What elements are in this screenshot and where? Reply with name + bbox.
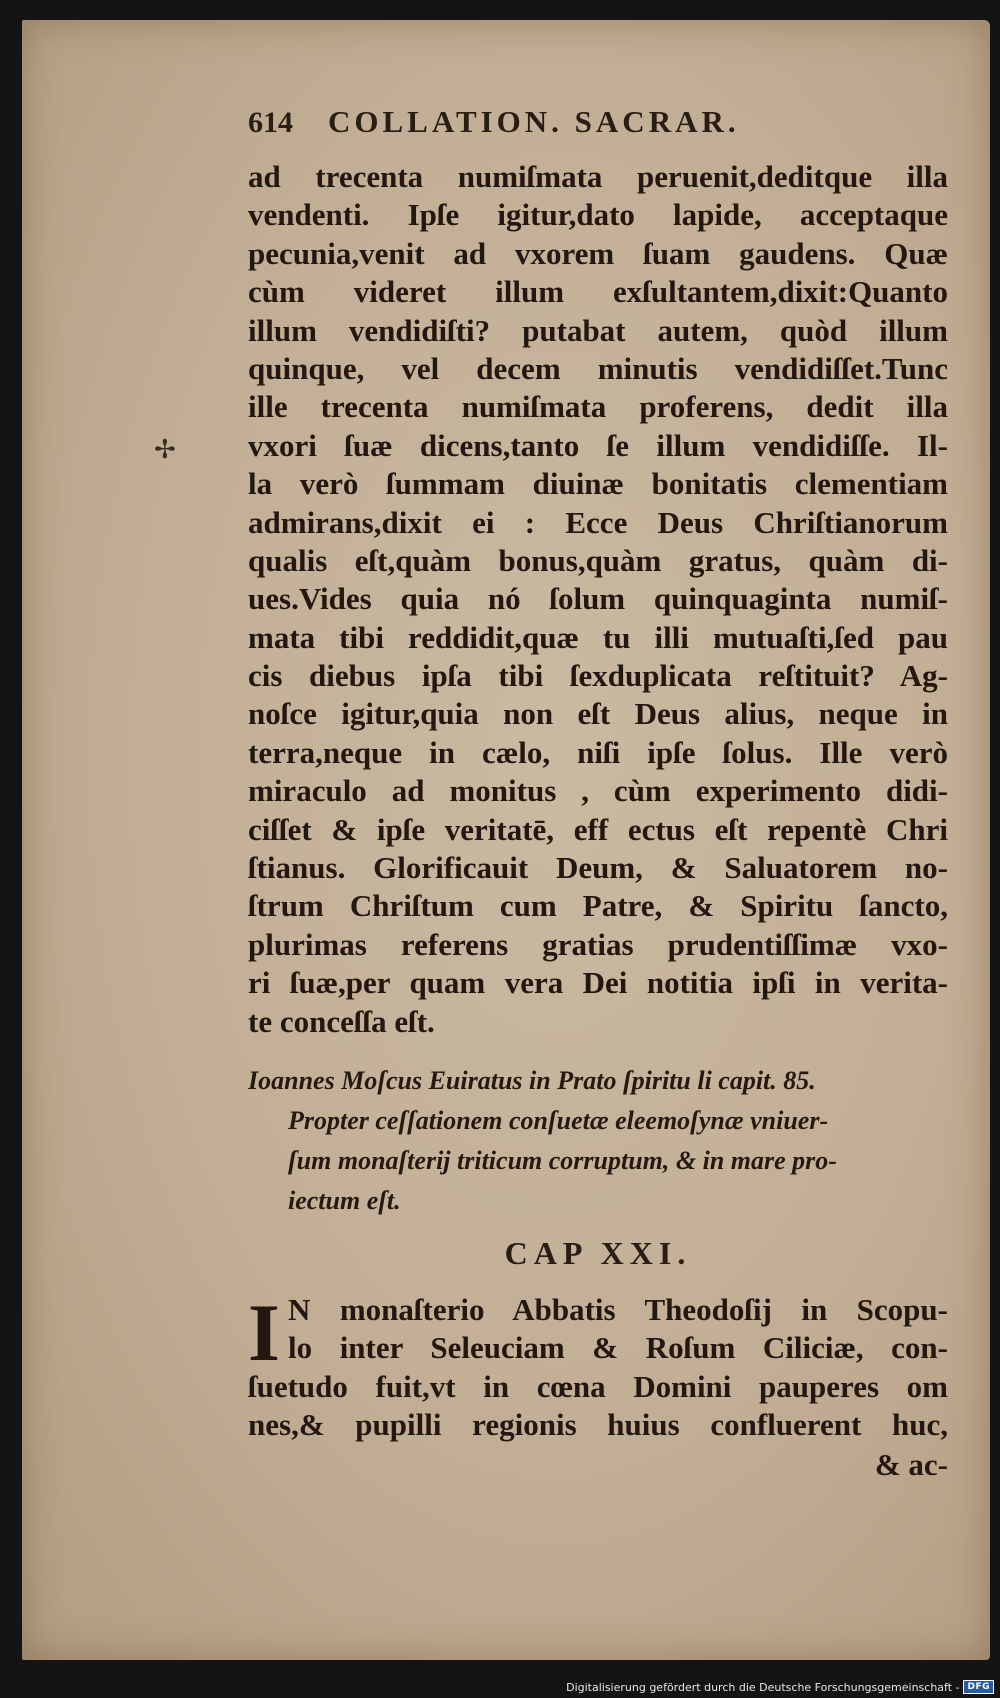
- body-text: [248, 158, 988, 1041]
- body-line: noſce igitur,quia non eſt Deus alius, neque in: [248, 696, 948, 732]
- body-line: ſtrum Chriſtum cum Patre, & Spiritu ſancto,: [248, 888, 948, 924]
- body-line: vxori ſuæ dicens,tanto ſe illum vendidiſſe. Il-: [248, 427, 948, 463]
- body-line: cis diebus ipſa tibi ſexduplicata reſtituit? Ag-: [248, 658, 948, 694]
- body-line: ri ſuæ,per quam vera Dei notitia ipſi in verita-: [248, 965, 948, 1001]
- body-line: la verò ſummam diuinæ bonitatis clementiam: [248, 466, 948, 502]
- body-line: mata tibi reddidit,quæ tu illi mutuaſti,ſed pau: [248, 619, 948, 655]
- digitization-credit: [566, 1680, 994, 1694]
- body-line: plurimas referens gratias prudentiſſimæ vxo-: [248, 926, 948, 962]
- dfg-logo: DFG: [963, 1680, 994, 1694]
- body-line: ciſſet & ipſe veritatē, eff ectus eſt repentè Chri: [248, 811, 948, 847]
- chapter-heading: CAP XXI.: [504, 1234, 692, 1271]
- running-head: [248, 104, 988, 158]
- catchword: & ac-: [874, 1446, 948, 1482]
- page-number: 614: [248, 106, 293, 139]
- running-head-title: COLLATION. SACRAR.: [328, 104, 740, 139]
- note-citation: Ioannes Moſcus Euiratus in Prato ſpiritu li capit. 85.: [248, 1065, 816, 1095]
- body-line: ille trecenta numiſmata proferens, dedit illa: [248, 389, 948, 425]
- page-content: [248, 104, 988, 1483]
- note-line: Propter ceſſationem conſuetæ eleemoſynæ vniuer-: [288, 1105, 829, 1135]
- chapter-body: [248, 1286, 988, 1445]
- chapter-line: N monaſterio Abbatis Theodoſij in Scopu-: [288, 1291, 948, 1327]
- margin-cross-icon: ✢: [154, 435, 176, 465]
- body-line: terra,neque in cælo, niſi ipſe ſolus. Ille verò: [248, 734, 948, 770]
- source-note: [248, 1061, 988, 1221]
- body-line: quinque, vel decem minutis vendidiſſet.Tunc: [248, 350, 948, 386]
- chapter-line: lo inter Seleuciam & Roſum Ciliciæ, con-: [288, 1330, 948, 1366]
- body-line: illum vendidiſti? putabat autem, quòd illum: [248, 312, 948, 348]
- note-line: ſum monaſterij triticum corruptum, & in mare pro-: [288, 1145, 837, 1175]
- body-line: cùm videret illum exſultantem,dixit:Quanto: [248, 274, 948, 310]
- chapter-line: ſuetudo fuit,vt in cœna Domini pauperes om: [248, 1368, 948, 1404]
- book-page: [22, 20, 990, 1660]
- credit-text: Digitalisierung gefördert durch die Deutsche Forschungsgemeinschaft -: [566, 1680, 960, 1694]
- body-line: pecunia,venit ad vxorem ſuam gaudens. Quæ: [248, 235, 948, 271]
- body-line: ues.Vides quia nó ſolum quinquaginta numiſ-: [248, 581, 948, 617]
- body-line: vendenti. Ipſe igitur,dato lapide, acceptaque: [248, 197, 948, 233]
- chapter-line: nes,& pupilli regionis huius confluerent huc,: [248, 1407, 948, 1443]
- body-line: miraculo ad monitus , cùm experimento didi-: [248, 773, 948, 809]
- body-line: qualis eſt,quàm bonus,quàm gratus, quàm di-: [248, 542, 948, 578]
- note-line: iectum eſt.: [288, 1185, 401, 1215]
- drop-cap: I: [248, 1286, 280, 1378]
- body-line: ad trecenta numiſmata peruenit,deditque illa: [248, 159, 948, 194]
- body-line: ſtianus. Glorificauit Deum, & Saluatorem no-: [248, 850, 948, 886]
- body-line: admirans,dixit ei : Ecce Deus Chriſtianorum: [248, 504, 948, 540]
- body-line: te conceſſa eſt.: [248, 1003, 435, 1039]
